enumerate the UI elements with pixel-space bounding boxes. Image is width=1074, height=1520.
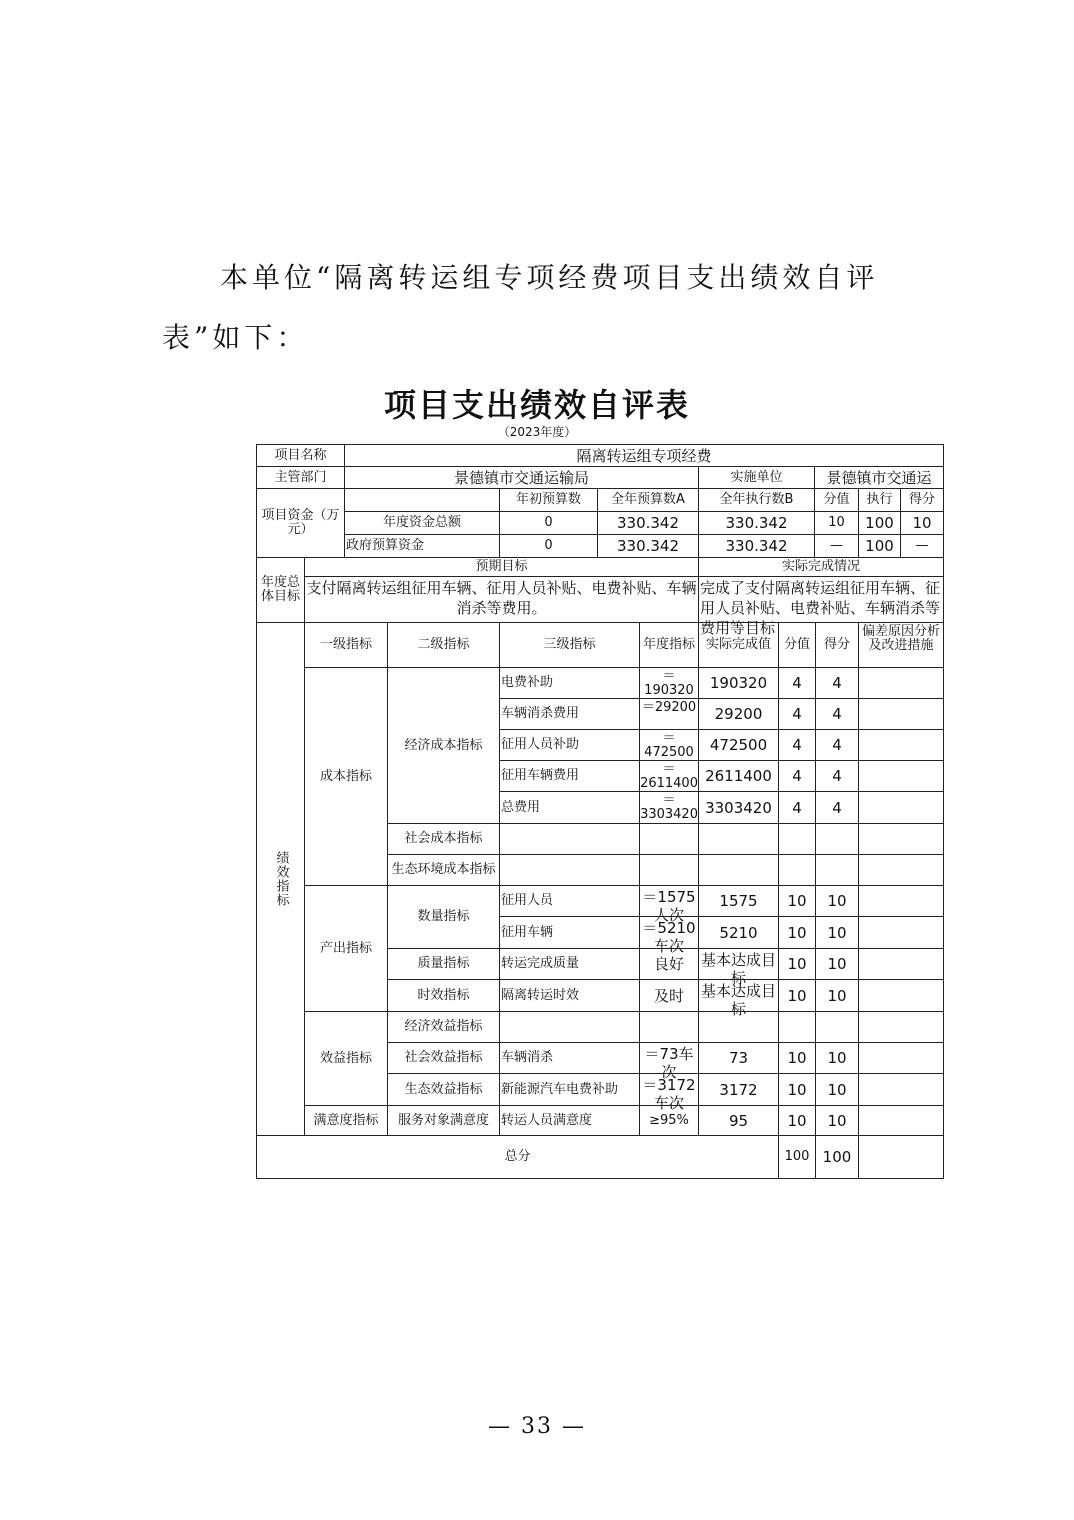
score-cell-empty	[815, 1011, 859, 1043]
value-cell: 10	[778, 1042, 816, 1074]
deviation-cell	[858, 667, 944, 699]
deviation-cell	[858, 948, 944, 980]
ind-header-level3: 三级指标	[499, 622, 640, 668]
actual-cell: 472500	[698, 729, 779, 761]
ind-header-level1: 一级指标	[304, 622, 388, 668]
target-cell: ＝2611400	[640, 762, 698, 791]
level3-cell: 征用车辆费用	[499, 760, 640, 792]
score-cell-empty	[815, 823, 859, 855]
value-cell: 4	[778, 760, 816, 792]
score-cell: 10	[815, 1073, 859, 1106]
total-deviation	[858, 1135, 944, 1179]
score-cell: 10	[815, 1105, 859, 1136]
score-cell: 4	[815, 698, 859, 730]
target-cell: ＝472500	[639, 729, 699, 761]
impl-label: 实施单位	[698, 466, 815, 489]
level2-quality: 质量指标	[387, 948, 500, 980]
target-cell: ≥95%	[639, 1105, 699, 1136]
level2-timeliness: 时效指标	[387, 979, 500, 1012]
actual-status-text: 完成了支付隔离转运组征用车辆、征用人员补贴、电费补贴、车辆消杀等费用等目标	[698, 576, 944, 623]
funds-row-score-value: 10	[814, 511, 859, 535]
level3-cell: 车辆消杀费用	[499, 698, 640, 730]
level2-economic-cost: 经济成本指标	[387, 667, 500, 824]
level3-cell: 总费用	[499, 791, 640, 824]
value-cell: 10	[778, 885, 816, 917]
ind-header-score: 得分	[815, 622, 859, 668]
score-cell: 4	[815, 760, 859, 792]
target-cell: 及时	[639, 979, 699, 1012]
score-cell: 10	[815, 916, 859, 949]
target-cell-empty	[639, 854, 699, 886]
level3-cell: 车辆消杀	[499, 1042, 640, 1074]
ind-header-deviation: 偏差原因分析及改进措施	[858, 622, 944, 668]
deviation-cell	[858, 885, 944, 917]
funds-row-initial: 0	[499, 511, 598, 535]
actual-cell: 190320	[698, 667, 779, 699]
deviation-cell	[858, 729, 944, 761]
deviation-cell	[858, 1105, 944, 1136]
funds-row-score: 10	[900, 511, 944, 535]
score-cell: 10	[815, 885, 859, 917]
funds-row-label: 政府预算资金	[344, 534, 500, 558]
project-name-label: 项目名称	[256, 444, 345, 467]
target-cell: ＝29200	[639, 698, 699, 730]
project-name-value: 隔离转运组专项经费	[344, 444, 944, 467]
score-cell: 4	[815, 791, 859, 824]
impl-value: 景德镇市交通运	[814, 466, 944, 489]
intro-paragraph: 本单位“隔离转运组专项经费项目支出绩效自评表”如下：	[162, 261, 879, 354]
value-cell: 4	[778, 667, 816, 699]
total-value: 100	[778, 1135, 816, 1179]
level1-output: 产出指标	[304, 885, 388, 1012]
level2-eco-cost: 生态环境成本指标	[387, 854, 500, 886]
value-cell: 10	[778, 948, 816, 980]
actual-cell-empty	[698, 854, 779, 886]
score-cell: 4	[815, 729, 859, 761]
value-cell: 4	[778, 729, 816, 761]
level2-service-satisfaction: 服务对象满意度	[387, 1105, 500, 1136]
target-cell: ＝190320	[639, 667, 699, 699]
target-cell-empty	[639, 1011, 699, 1043]
deviation-cell	[858, 1073, 944, 1106]
level2-economic-benefit: 经济效益指标	[387, 1011, 500, 1043]
value-cell-empty	[778, 1011, 816, 1043]
expected-goal-text: 支付隔离转运组征用车辆、征用人员补贴、电费补贴、车辆消杀等费用。	[304, 576, 699, 623]
actual-status-header: 实际完成情况	[698, 557, 944, 577]
funds-header-blank	[344, 488, 500, 512]
level3-cell: 征用车辆	[499, 916, 640, 949]
target-cell-empty	[639, 823, 699, 855]
target-cell: ＝3303420	[640, 793, 698, 822]
target-cell: ＝5210车次	[639, 916, 699, 949]
actual-cell-empty	[698, 823, 779, 855]
level3-cell: 电费补助	[499, 667, 640, 699]
page-number: — 33 —	[488, 1414, 586, 1439]
funds-row-budget: 330.342	[597, 511, 699, 535]
funds-row-exec-rate: 100	[858, 534, 901, 558]
actual-cell: 3172	[698, 1073, 779, 1106]
deviation-cell	[858, 1042, 944, 1074]
score-cell: 10	[815, 979, 859, 1012]
value-cell: 10	[778, 1105, 816, 1136]
target-cell: ＝1575人次	[639, 885, 699, 917]
value-cell: 10	[778, 979, 816, 1012]
level1-benefit: 效益指标	[304, 1011, 388, 1106]
funds-header-score: 得分	[900, 488, 944, 512]
table-title: 项目支出绩效自评表	[383, 386, 690, 424]
total-score: 100	[815, 1135, 859, 1179]
ind-header-level2: 二级指标	[387, 622, 500, 668]
deviation-cell	[858, 1011, 944, 1043]
funds-header-score-value: 分值	[814, 488, 859, 512]
deviation-cell	[858, 979, 944, 1012]
level2-social-benefit: 社会效益指标	[387, 1042, 500, 1074]
funds-row-executed: 330.342	[698, 534, 815, 558]
value-cell: 10	[778, 916, 816, 949]
funds-label: 项目资金（万元）	[256, 488, 345, 558]
funds-row-score-value: —	[814, 534, 859, 558]
actual-cell: 2611400	[698, 760, 779, 792]
score-cell-empty	[815, 854, 859, 886]
actual-cell: 29200	[698, 698, 779, 730]
level3-cell-empty	[499, 854, 640, 886]
level2-social-cost: 社会成本指标	[387, 823, 500, 855]
level3-cell-empty	[499, 823, 640, 855]
level3-cell: 新能源汽车电费补助	[499, 1073, 640, 1106]
deviation-cell	[858, 698, 944, 730]
level1-cost: 成本指标	[304, 667, 388, 886]
target-cell: ＝3172车次	[639, 1073, 699, 1106]
expected-goal-header: 预期目标	[304, 557, 699, 577]
score-cell: 4	[815, 667, 859, 699]
level3-cell: 转运完成质量	[499, 948, 640, 980]
level3-cell: 征用人员补助	[499, 729, 640, 761]
table-year: （2023年度）	[497, 425, 577, 439]
actual-cell: 73	[698, 1042, 779, 1074]
score-cell: 10	[815, 948, 859, 980]
total-label: 总分	[256, 1135, 779, 1179]
value-cell: 4	[778, 791, 816, 824]
goal-label: 年度总体目标	[256, 557, 305, 623]
deviation-cell	[858, 823, 944, 855]
target-cell: 良好	[639, 948, 699, 980]
actual-cell: 5210	[698, 916, 779, 949]
level1-satisfaction: 满意度指标	[304, 1105, 388, 1136]
funds-header-initial: 年初预算数	[499, 488, 598, 512]
value-cell-empty	[778, 823, 816, 855]
value-cell-empty	[778, 854, 816, 886]
ind-header-value: 分值	[778, 622, 816, 668]
funds-header-exec-rate: 执行	[858, 488, 901, 512]
score-cell: 10	[815, 1042, 859, 1074]
funds-row-initial: 0	[499, 534, 598, 558]
funds-row-score: —	[900, 534, 944, 558]
level3-cell-empty	[499, 1011, 640, 1043]
dept-value: 景德镇市交通运输局	[344, 466, 699, 489]
deviation-cell	[858, 791, 944, 824]
ind-header-target: 年度指标	[639, 622, 699, 668]
actual-cell: 1575	[698, 885, 779, 917]
level3-cell: 隔离转运时效	[499, 979, 640, 1012]
deviation-cell	[858, 760, 944, 792]
level3-cell: 征用人员	[499, 885, 640, 917]
perf-indicators-label: 绩效指标	[256, 622, 305, 1136]
deviation-cell	[858, 854, 944, 886]
target-cell: ＝73车次	[639, 1042, 699, 1074]
funds-row-budget: 330.342	[597, 534, 699, 558]
value-cell: 4	[778, 698, 816, 730]
dept-label: 主管部门	[256, 466, 345, 489]
funds-header-executed: 全年执行数B	[698, 488, 815, 512]
level2-quantity: 数量指标	[387, 885, 500, 949]
actual-cell: 基本达成目标	[698, 979, 779, 1012]
level2-eco-benefit: 生态效益指标	[387, 1073, 500, 1106]
actual-cell: 基本达成目标	[698, 948, 779, 980]
funds-row-label: 年度资金总额	[344, 511, 500, 535]
actual-cell: 3303420	[698, 791, 779, 824]
level3-cell: 转运人员满意度	[499, 1105, 640, 1136]
actual-cell: 95	[698, 1105, 779, 1136]
funds-header-budget: 全年预算数A	[597, 488, 699, 512]
actual-cell-empty	[698, 1011, 779, 1043]
funds-row-exec-rate: 100	[858, 511, 901, 535]
value-cell: 10	[778, 1073, 816, 1106]
funds-row-executed: 330.342	[698, 511, 815, 535]
deviation-cell	[858, 916, 944, 949]
ind-header-actual: 实际完成值	[698, 622, 779, 668]
